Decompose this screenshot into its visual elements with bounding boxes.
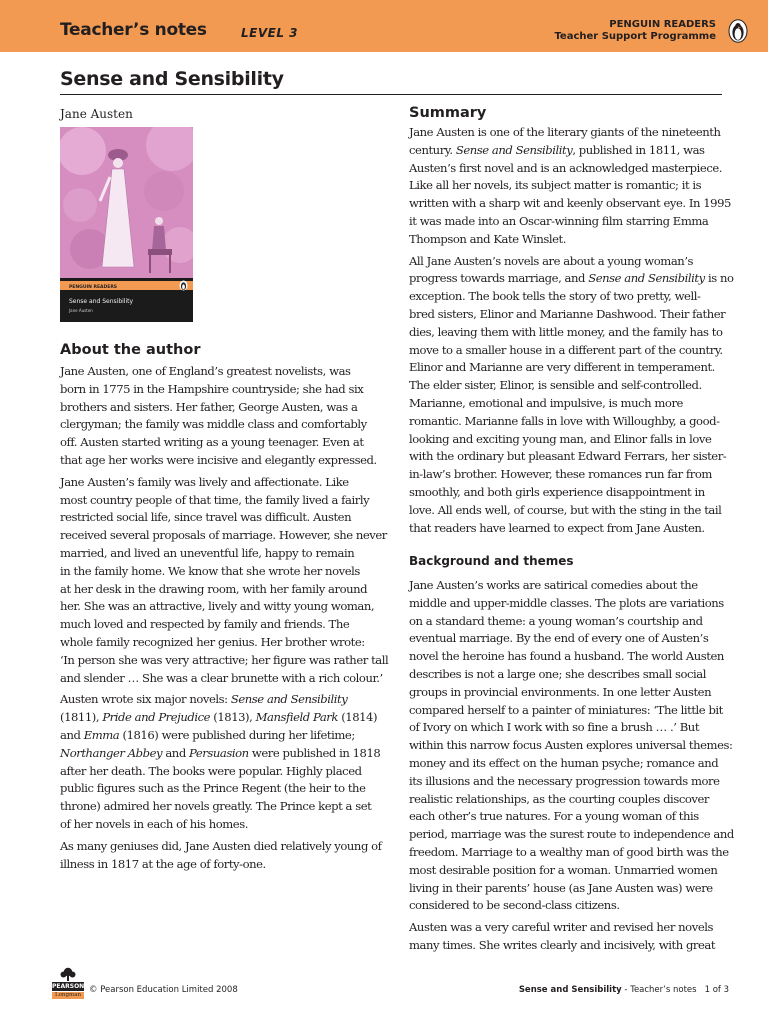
text-line: that age her works were incisive and elegantly expressed. — [60, 452, 377, 467]
text-line: dies, leaving them with little money, and the family has to — [409, 324, 723, 339]
text-line: Jane Austen is one of the literary giants of the nineteenth — [409, 125, 721, 139]
text-line: groups in provincial environments. In one letter Austen — [409, 684, 712, 699]
text-line: eventual marriage. By the end of every one of Austen’s — [409, 631, 709, 646]
text-line: novel the heroine has found a husband. The world Austen — [409, 649, 724, 664]
copyright-notice: © Pearson Education Limited 2008 — [89, 985, 238, 995]
text-line: realistic relationships, as the courting couples discover — [409, 791, 709, 806]
background-text — [409, 577, 734, 959]
text-line: illness in 1817 at the age of forty-one. — [60, 856, 266, 871]
text-line: it was made into an Oscar-winning film starring Emma — [409, 213, 709, 228]
page-title: Sense and Sensibility — [60, 68, 284, 90]
summary-heading: Summary — [409, 105, 487, 121]
text-line: most desirable position for a woman. Unmarried women — [409, 862, 718, 877]
brand-block — [554, 19, 716, 43]
text-line: The elder sister, Elinor, is sensible and self-controlled. — [409, 378, 702, 393]
text-line: Austen wrote six major novels: Sense and Sensibility — [60, 692, 348, 707]
text-line: Jane Austen’s works are satirical comedies about the — [409, 578, 698, 592]
text-line: Marianne, emotional and impulsive, is much more — [409, 395, 683, 410]
text-line: most country people of that time, the family lived a fairly — [60, 492, 370, 507]
about-paragraph-1 — [60, 363, 390, 470]
text-line: As many geniuses did, Jane Austen died relatively young of — [60, 838, 382, 853]
text-line: off. Austen started writing as a young teenager. Even at — [60, 435, 364, 450]
text-line: of her novels in each of his homes. — [60, 816, 248, 831]
text-line: smoothly, and both girls experience disappointment in — [409, 484, 705, 499]
text-line: received several proposals of marriage. However, she never — [60, 528, 387, 543]
page-number: 1 of 3 — [704, 985, 729, 995]
text-line: with the ordinary but pleasant Edward Ferrars, her sister- — [409, 449, 727, 464]
text-line: much loved and respected by family and friends. The — [60, 617, 350, 632]
level-label: LEVEL 3 — [241, 26, 299, 40]
text-line: looking and exciting young man, and Elinor falls in love — [409, 431, 712, 446]
text-line: many times. She writes clearly and incisively, with great — [409, 937, 716, 952]
text-line: Elinor and Marianne are very different in temperament. — [409, 360, 715, 375]
summary-text — [409, 124, 734, 541]
penguin-icon — [179, 280, 188, 291]
penguin-icon — [728, 19, 748, 43]
text-line: exception. The book tells the story of two pretty, well- — [409, 289, 701, 304]
text-line: bred sisters, Elinor and Marianne Dashwood. Their father — [409, 306, 726, 321]
text-line: and slender … She was a clear brunette with a rich colour.’ — [60, 670, 383, 685]
text-line: of Ivory on which I work with so fine a brush … .’ But — [409, 720, 700, 735]
brand-line-2: Teacher Support Programme — [554, 31, 716, 42]
text-line: living in their parents’ house (as Jane Austen was) were — [409, 880, 713, 895]
text-line: Jane Austen, one of England’s greatest novelists, was — [60, 364, 351, 378]
summary-paragraph-2 — [409, 253, 734, 538]
text-line: in-law’s brother. However, these romances run far from — [409, 467, 712, 482]
pearson-tree-icon — [52, 967, 84, 981]
text-line: clergyman; the family was middle class and comfortably — [60, 417, 367, 432]
text-line: ‘In person she was very attractive; her figure was rather tall — [60, 652, 389, 667]
text-line: in the family home. We know that she wrote her novels — [60, 563, 360, 578]
about-author-heading: About the author — [60, 342, 201, 358]
text-line: Jane Austen’s family was lively and affectionate. Like — [60, 474, 349, 489]
text-line: written with a sharp wit and keenly observant eye. In 1995 — [409, 196, 731, 211]
text-line: that readers have learned to expect from Jane Austen. — [409, 520, 705, 535]
text-line: public figures such as the Prince Regent (the heir to the — [60, 781, 366, 796]
text-line: married, and lived an uneventful life, happy to remain — [60, 545, 355, 560]
footer-doc-info — [519, 985, 729, 995]
text-line: Austen’s first novel and is an acknowledged masterpiece. — [409, 160, 723, 175]
text-line: freedom. Marriage to a wealthy man of good birth was the — [409, 844, 729, 859]
text-line: compared herself to a painter of miniatures: ‘The little bit — [409, 702, 723, 717]
brand-line-1: PENGUIN READERS — [609, 19, 716, 30]
header-band — [0, 0, 768, 52]
book-author: Jane Austen — [60, 107, 133, 121]
text-line: on a standard theme: a young woman’s courtship and — [409, 613, 703, 628]
text-line: considered to be second-class citizens. — [409, 898, 620, 913]
background-paragraph-1 — [409, 577, 734, 915]
header-title: Teacher’s notes — [60, 20, 207, 40]
text-line: its illusions and the necessary progression towards more — [409, 773, 720, 788]
text-line: progress towards marriage, and Sense and Sensibility is no — [409, 271, 734, 286]
text-line: century. Sense and Sensibility, published in 1811, was — [409, 142, 705, 157]
text-line: All Jane Austen’s novels are about a young woman’s — [409, 253, 694, 268]
text-line: her. She was an attractive, lively and witty young woman, — [60, 599, 375, 614]
title-divider — [60, 94, 722, 95]
text-line: love. All ends well, of course, but with the sting in the tail — [409, 502, 722, 517]
about-paragraph-2 — [60, 474, 390, 688]
book-cover-image — [60, 127, 193, 322]
text-line: restricted social life, since travel was difficult. Austen — [60, 510, 352, 525]
text-line: money and its effect on the human psyche; romance and — [409, 755, 719, 770]
text-line: after her death. The books were popular. Highly placed — [60, 763, 362, 778]
text-line: Like all her novels, its subject matter is romantic; it is — [409, 178, 702, 193]
cover-band — [60, 278, 193, 322]
about-paragraph-4 — [60, 838, 390, 874]
summary-paragraph-1 — [409, 124, 734, 249]
background-paragraph-2 — [409, 919, 734, 955]
pearson-longman-logo — [52, 967, 84, 999]
text-line: brothers and sisters. Her father, George Austen, was a — [60, 399, 358, 414]
text-line: throne) admired her novels greatly. The Prince kept a set — [60, 799, 372, 814]
background-themes-heading: Background and themes — [409, 554, 574, 568]
text-line: (1811), Pride and Prejudice (1813), Mansfield Park (1814) — [60, 710, 378, 725]
text-line: each other’s true natures. For a young woman of this — [409, 809, 699, 824]
pearson-wordmark: PEARSON — [52, 983, 85, 990]
cover-series-label: PENGUIN READERS — [69, 285, 118, 290]
text-line: describes is not a large one; she describes small social — [409, 666, 707, 681]
text-line: Thompson and Kate Winslet. — [409, 231, 566, 246]
longman-wordmark: Longman — [52, 992, 84, 999]
cover-series-strip — [60, 281, 193, 290]
text-line: at her desk in the drawing room, with her family around — [60, 581, 368, 596]
cover-illustration — [60, 127, 193, 277]
text-line: middle and upper-middle classes. The plots are variations — [409, 595, 724, 610]
text-line: and Emma (1816) were published during her lifetime; — [60, 727, 355, 742]
text-line: within this narrow focus Austen explores universal themes: — [409, 738, 733, 753]
about-paragraph-3 — [60, 691, 390, 833]
text-line: born in 1775 in the Hampshire countryside; she had six — [60, 381, 364, 396]
text-line: move to a smaller house in a different part of the country. — [409, 342, 723, 357]
about-author-text — [60, 363, 390, 877]
text-line: whole family recognized her genius. Her brother wrote: — [60, 634, 365, 649]
cover-author: Jane Austen — [69, 308, 93, 313]
cover-title: Sense and Sensibility — [69, 298, 134, 305]
footer-doc-title: Sense and Sensibility — [518, 985, 622, 995]
text-line: Northanger Abbey and Persuasion were published in 1818 — [60, 745, 381, 760]
text-line: period, marriage was the surest route to independence and — [409, 827, 734, 842]
footer-doc-suffix: - Teacher’s notes — [621, 985, 697, 995]
text-line: Austen was a very careful writer and revised her novels — [409, 920, 713, 935]
text-line: romantic. Marianne falls in love with Willoughby, a good- — [409, 413, 720, 428]
